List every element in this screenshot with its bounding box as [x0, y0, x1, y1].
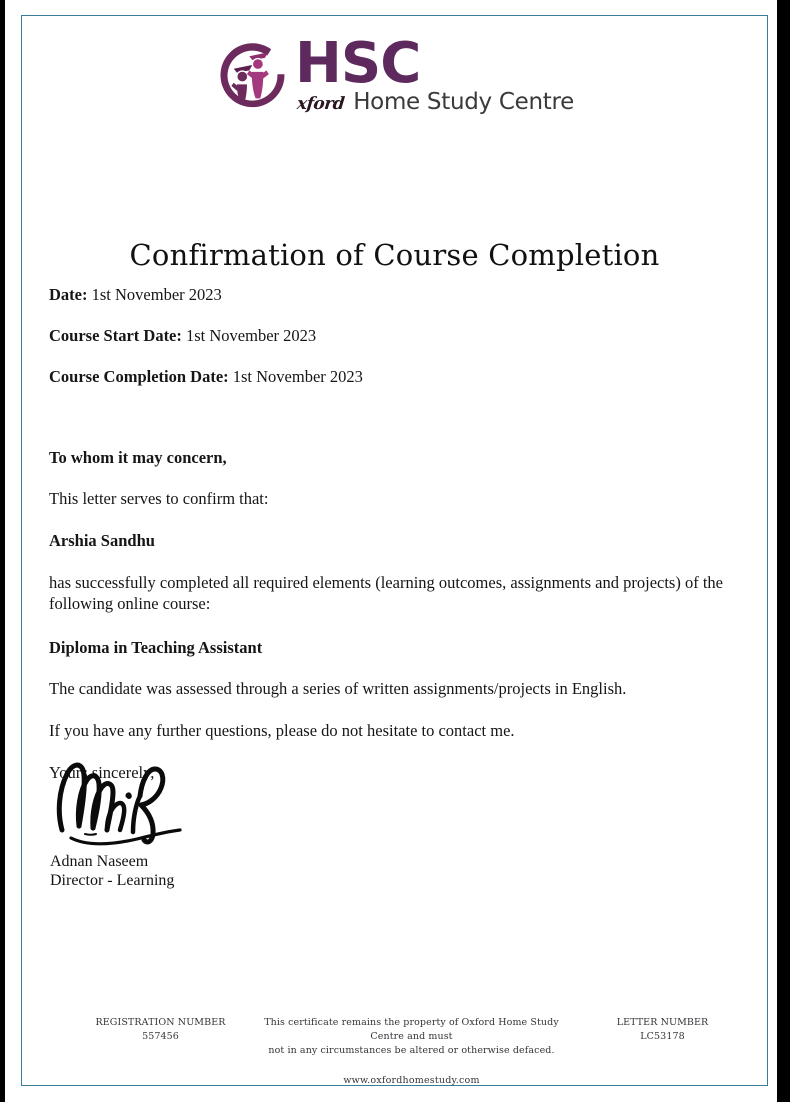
logo-tagline: Home Study Centre: [353, 89, 574, 115]
salutation: To whom it may concern,: [49, 448, 227, 467]
letter-number-value: LC53178: [640, 1031, 685, 1042]
handwritten-signature: [49, 760, 199, 852]
course-name: Diploma in Teaching Assistant: [49, 638, 263, 657]
logo-initials: HSC: [295, 31, 421, 96]
date-value: 1st November 2023: [91, 285, 222, 304]
signatory-name: Adnan Naseem: [50, 853, 149, 870]
disclaimer-line-2: not in any circumstances be altered or otherwise defaced.: [268, 1045, 555, 1056]
brand-header: [22, 31, 767, 126]
closing-text: Yours sincerely,: [49, 763, 155, 782]
footer: [38, 1016, 785, 1086]
questions-statement: If you have any further questions, please do not hesitate to contact me.: [49, 721, 515, 740]
logo-script-word: xford: [295, 94, 346, 114]
assessment-statement: The candidate was assessed through a series of written assignments/projects in English.: [49, 679, 627, 698]
registration-number-label: REGISTRATION NUMBER: [95, 1017, 226, 1028]
page-sheet: [5, 0, 777, 1102]
letter-body: [49, 285, 749, 805]
certificate-frame: [21, 15, 768, 1086]
hsc-graduates-circle-logo: [215, 36, 293, 114]
disclaimer-block: [247, 1016, 577, 1058]
student-name: Arshia Sandhu: [49, 531, 155, 550]
course-start-label: Course Start Date:: [49, 326, 182, 345]
course-completion-label: Course Completion Date:: [49, 367, 229, 386]
course-completion-value: 1st November 2023: [232, 367, 363, 386]
course-completion-line: [49, 367, 749, 387]
signatory-role: Director - Learning: [50, 872, 175, 889]
intro-text: This letter serves to confirm that:: [49, 489, 269, 508]
letter-number-block: [580, 1016, 745, 1044]
date-line: [49, 285, 749, 305]
letter-number-label: LETTER NUMBER: [616, 1017, 709, 1028]
completion-statement: has successfully completed all required elements (learning outcomes, assignments and projects) of the following online course:: [49, 573, 724, 613]
disclaimer-line-1: This certificate remains the property of Oxford Home Study Centre and must: [264, 1017, 559, 1042]
date-label: Date:: [49, 285, 88, 304]
course-start-line: [49, 326, 749, 346]
registration-number-block: [78, 1016, 243, 1044]
website-url: www.oxfordhomestudy.com: [343, 1075, 480, 1086]
registration-number-value: 557456: [142, 1031, 179, 1042]
course-start-value: 1st November 2023: [186, 326, 317, 345]
body-spacer: [49, 408, 749, 448]
page-title: Confirmation of Course Completion: [129, 238, 660, 272]
signature-block: [49, 760, 369, 890]
